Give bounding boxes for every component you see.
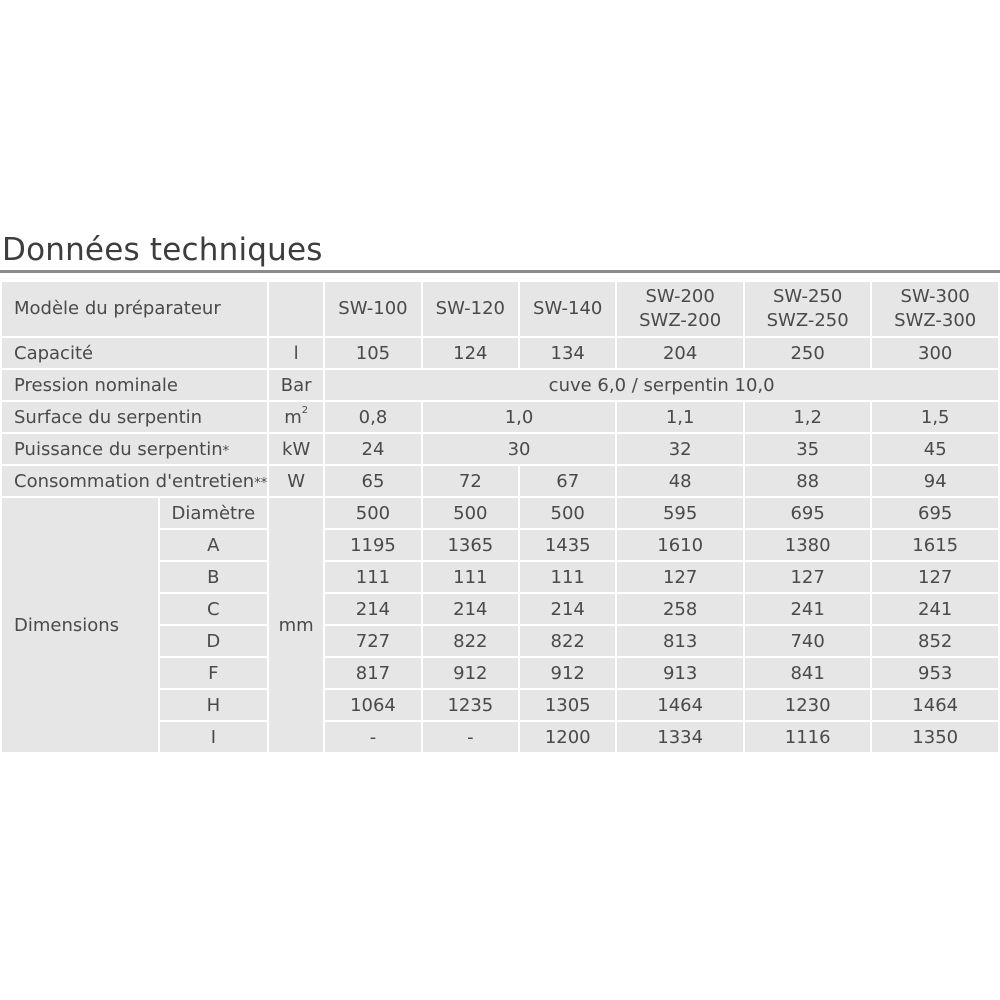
value-cell: - <box>325 722 420 752</box>
unit-cell: Bar <box>269 370 323 400</box>
value-cell: 852 <box>872 626 998 656</box>
row-capacite <box>2 338 998 368</box>
value-cell: 48 <box>617 466 743 496</box>
value-cell: 65 <box>325 466 420 496</box>
value-cell: 204 <box>617 338 743 368</box>
unit-cell: l <box>269 338 323 368</box>
value-cell: 912 <box>423 658 518 688</box>
value-cell: 912 <box>520 658 615 688</box>
dimensions-unit: mm <box>269 498 323 752</box>
value-cell: 1435 <box>520 530 615 560</box>
value-cell: 1,1 <box>617 402 743 432</box>
header-row <box>2 282 998 336</box>
value-cell: 595 <box>617 498 743 528</box>
value-cell: 124 <box>423 338 518 368</box>
value-cell: 841 <box>745 658 871 688</box>
dim-sub-label: H <box>160 690 267 720</box>
dim-sub-label: D <box>160 626 267 656</box>
model-header: SW-120 <box>423 282 518 336</box>
value-cell: 1195 <box>325 530 420 560</box>
row-label: Capacité <box>2 338 267 368</box>
value-cell: 250 <box>745 338 871 368</box>
value-cell: 111 <box>325 562 420 592</box>
dim-sub-label: B <box>160 562 267 592</box>
value-cell: 1365 <box>423 530 518 560</box>
value-cell: 740 <box>745 626 871 656</box>
row-consommation <box>2 466 998 496</box>
dim-sub-label: A <box>160 530 267 560</box>
value-cell: 1464 <box>617 690 743 720</box>
value-cell: 1350 <box>872 722 998 752</box>
header-label: Modèle du préparateur <box>2 282 267 336</box>
value-cell: 695 <box>745 498 871 528</box>
unit-cell: W <box>269 466 323 496</box>
value-cell: 1615 <box>872 530 998 560</box>
value-cell: 72 <box>423 466 518 496</box>
row-pression <box>2 370 998 400</box>
value-cell: 913 <box>617 658 743 688</box>
value-cell: 30 <box>423 434 616 464</box>
page-title: Données techniques <box>2 232 323 268</box>
value-cell: 35 <box>745 434 871 464</box>
value-cell: 1230 <box>745 690 871 720</box>
value-cell: 241 <box>872 594 998 624</box>
value-cell: 1200 <box>520 722 615 752</box>
value-cell: 1334 <box>617 722 743 752</box>
model-header: SW-250 SWZ-250 <box>745 282 871 336</box>
row-label: Consommation d'entretien** <box>2 466 267 496</box>
value-cell: 214 <box>423 594 518 624</box>
model-header: SW-100 <box>325 282 420 336</box>
value-cell: 94 <box>872 466 998 496</box>
value-cell: 127 <box>872 562 998 592</box>
dim-sub-label: C <box>160 594 267 624</box>
value-cell: 1,2 <box>745 402 871 432</box>
value-cell: 1610 <box>617 530 743 560</box>
value-cell: 500 <box>325 498 420 528</box>
model-header: SW-300 SWZ-300 <box>872 282 998 336</box>
value-cell: 0,8 <box>325 402 420 432</box>
value-cell: 500 <box>520 498 615 528</box>
header-unit-cell <box>269 282 323 336</box>
value-cell: 1380 <box>745 530 871 560</box>
value-cell: 134 <box>520 338 615 368</box>
model-header: SW-140 <box>520 282 615 336</box>
value-cell: 695 <box>872 498 998 528</box>
title-divider <box>0 270 1000 273</box>
value-cell: cuve 6,0 / serpentin 10,0 <box>325 370 998 400</box>
unit-cell: $m^2$ <box>269 402 323 432</box>
value-cell: 817 <box>325 658 420 688</box>
row-puissance <box>2 434 998 464</box>
value-cell: 1305 <box>520 690 615 720</box>
value-cell: 258 <box>617 594 743 624</box>
value-cell: 1,5 <box>872 402 998 432</box>
value-cell: 727 <box>325 626 420 656</box>
value-cell: 105 <box>325 338 420 368</box>
row-surface <box>2 402 998 432</box>
value-cell: 67 <box>520 466 615 496</box>
value-cell: 300 <box>872 338 998 368</box>
unit-cell: kW <box>269 434 323 464</box>
value-cell: 111 <box>423 562 518 592</box>
value-cell: 1064 <box>325 690 420 720</box>
row-label: Puissance du serpentin* <box>2 434 267 464</box>
model-header: SW-200 SWZ-200 <box>617 282 743 336</box>
value-cell: 88 <box>745 466 871 496</box>
value-cell: 813 <box>617 626 743 656</box>
value-cell: 500 <box>423 498 518 528</box>
value-cell: 127 <box>617 562 743 592</box>
dimensions-label: Dimensions <box>2 498 158 752</box>
value-cell: 1116 <box>745 722 871 752</box>
spec-table <box>0 280 1000 754</box>
dim-sub-label: I <box>160 722 267 752</box>
row-label: Pression nominale <box>2 370 267 400</box>
value-cell: 241 <box>745 594 871 624</box>
value-cell: 822 <box>423 626 518 656</box>
value-cell: 953 <box>872 658 998 688</box>
value-cell: 32 <box>617 434 743 464</box>
value-cell: 214 <box>325 594 420 624</box>
value-cell: 214 <box>520 594 615 624</box>
dim-sub-label: Diamètre <box>160 498 267 528</box>
row-dim-diametre <box>2 498 998 528</box>
value-cell: 1464 <box>872 690 998 720</box>
value-cell: 24 <box>325 434 420 464</box>
value-cell: 45 <box>872 434 998 464</box>
value-cell: 1235 <box>423 690 518 720</box>
value-cell: 1,0 <box>423 402 616 432</box>
value-cell: 822 <box>520 626 615 656</box>
value-cell: 111 <box>520 562 615 592</box>
value-cell: 127 <box>745 562 871 592</box>
value-cell: - <box>423 722 518 752</box>
dim-sub-label: F <box>160 658 267 688</box>
row-label: Surface du serpentin <box>2 402 267 432</box>
